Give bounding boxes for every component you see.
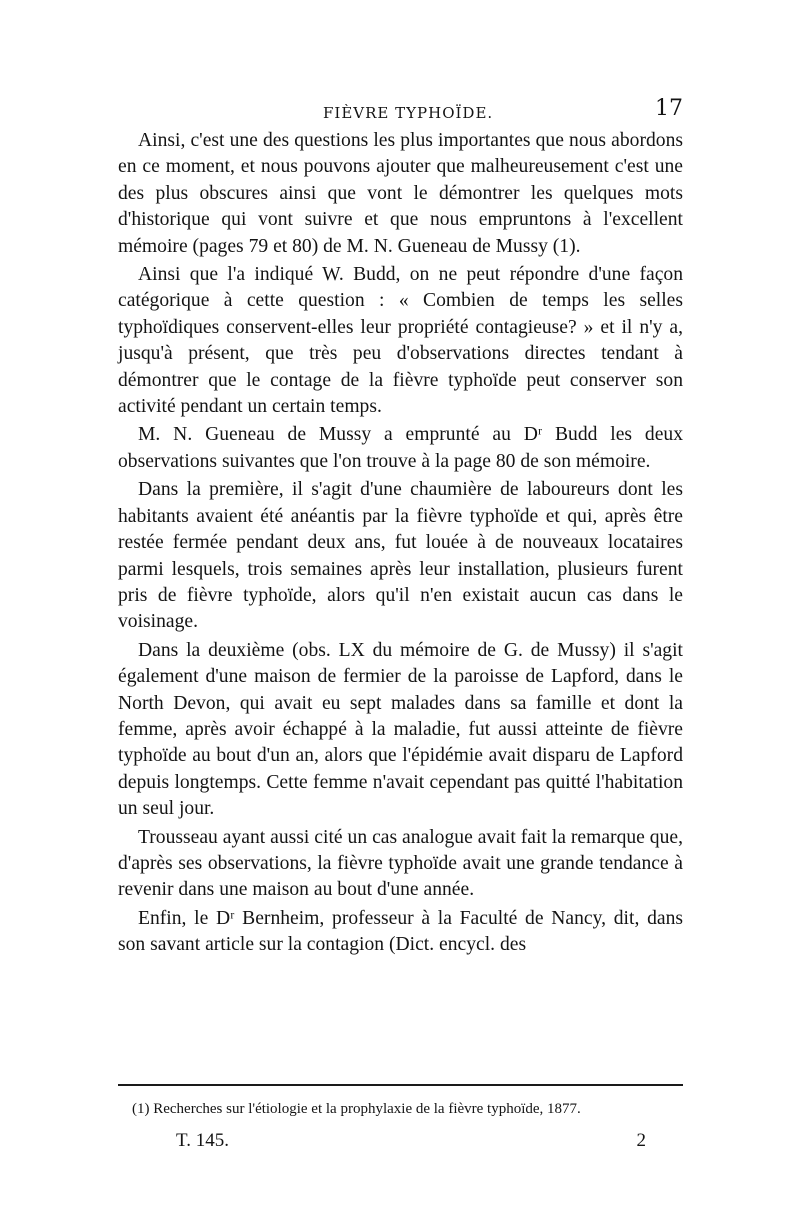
footnote-rule <box>118 1084 683 1086</box>
page-number: 17 <box>655 96 683 121</box>
running-title: FIÈVRE TYPHOÏDE. <box>323 104 494 122</box>
paragraph: Dans la deuxième (obs. LX du mémoire de G. de Mussy) il s'agit également d'une maison de fermier de la paroisse de Lapford, dans le North Devon, qui avait eu sept malades dans sa famille et dont la femme, après avoir échappé à la maladie, fut aussi atteinte de fièvre typhoïde au bout d'un an, alors que l'épidémie avait disparu de Lapford depuis longtemps. Cette femme n'avait cependant pas quitté l'habitation un seul jour. <box>118 639 683 820</box>
paragraph: Enfin, le Dʳ Bernheim, professeur à la Faculté de Nancy, dit, dans son savant article sur la contagion (Dict. encycl. des <box>118 907 683 956</box>
paragraph: Ainsi, c'est une des questions les plus importantes que nous abordons en ce moment, et nous pouvons ajouter que malheureusement c'est une des plus obscures ainsi que vont le démontrer les quelques mots d'historique qui vont suivre et que nous empruntons à l'excellent mémoire (pages 79 et 80) de M. N. Gueneau de Mussy (1). <box>118 130 683 257</box>
volume-mark: T. 145. <box>176 1130 229 1151</box>
sheet-number: 2 <box>636 1130 646 1151</box>
paragraph: Ainsi que l'a indiqué W. Budd, on ne peut répondre d'une façon catégorique à cette question : « Combien de temps les selles typhoïdiques conservent-elles leur propriété contagieuse? » et il n'y a, jusqu'à présent, que très peu d'observations directes tendant à démontrer que le contage de la fièvre typhoïde peut conserver son activité pendant un certain temps. <box>118 264 683 418</box>
running-header <box>118 96 683 126</box>
paragraph: Trousseau ayant aussi cité un cas analogue avait fait la remarque que, d'après ses observations, la fièvre typhoïde avait une grande tendance à revenir dans une maison au bout d'une année. <box>118 826 683 901</box>
body-text <box>118 128 683 961</box>
footnote: (1) Recherches sur l'étiologie et la prophylaxie de la fièvre typhoïde, 1877. <box>132 1101 581 1117</box>
paragraph: M. N. Gueneau de Mussy a emprunté au Dʳ Budd les deux observations suivantes que l'on trouve à la page 80 de son mémoire. <box>118 424 683 472</box>
paragraph: Dans la première, il s'agit d'une chaumière de laboureurs dont les habitants avaient été anéantis par la fièvre typhoïde et qui, après être restée fermée pendant deux ans, fut louée à de nouveaux locataires parmi lesquels, trois semaines après leur installation, plusieurs furent pris de fièvre typhoïde, alors qu'il n'en existait aucun cas dans le voisinage. <box>118 479 683 633</box>
printer-signature <box>176 1130 646 1156</box>
